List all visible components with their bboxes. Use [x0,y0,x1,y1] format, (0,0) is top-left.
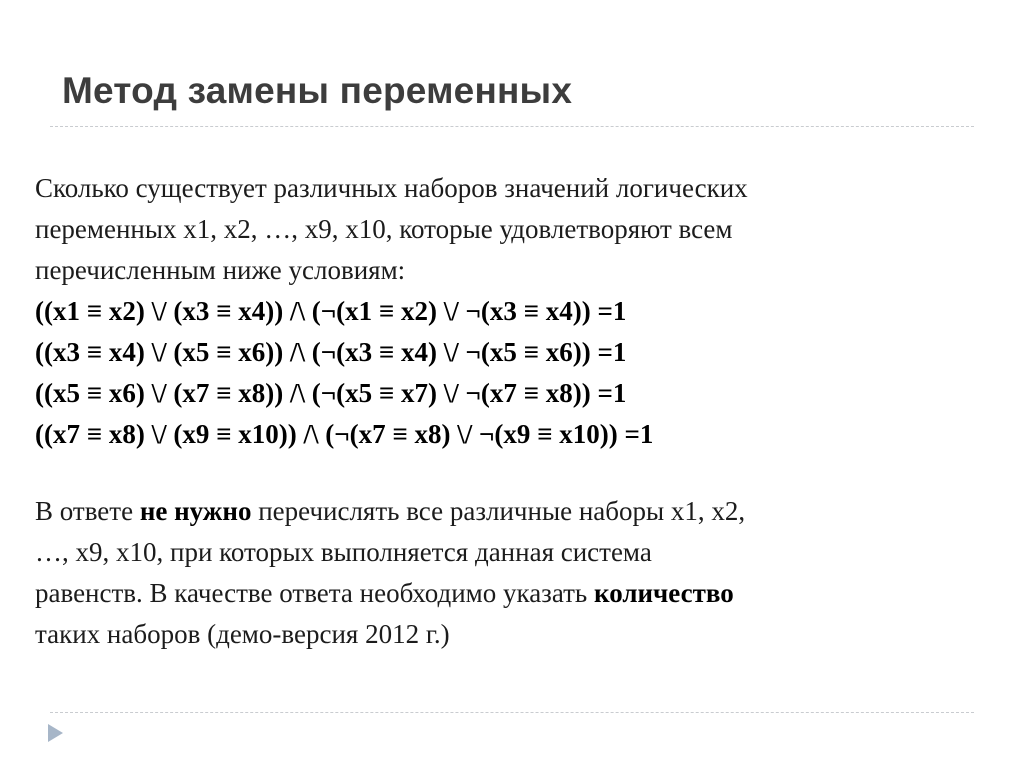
slide-title: Метод замены переменных [62,70,573,111]
question-line: перечисленным ниже условиям: [35,255,406,285]
note-emphasis: количество [594,578,734,608]
slide-content [35,168,995,655]
footer-divider [50,712,974,713]
note-text: перечислять все различные наборы x1, x2, [251,496,746,526]
triangle-right-icon[interactable] [44,722,66,744]
question-line: Сколько существует различных наборов значений логических [35,173,748,203]
equation-line: ((x7 ≡ x8) \/ (x9 ≡ x10)) /\ (¬(x7 ≡ x8) \/ ¬(x9 ≡ x10)) =1 [35,419,654,449]
equation-line: ((x5 ≡ x6) \/ (x7 ≡ x8)) /\ (¬(x5 ≡ x7) \/ ¬(x7 ≡ x8)) =1 [35,378,627,408]
question-line: переменных x1, x2, …, x9, x10, которые удовлетворяют всем [35,214,733,244]
triangle-right-icon-graphic [44,722,66,744]
note-line: …, x9, x10, при которых выполняется данная система [35,537,652,567]
note-text: В ответе [35,496,140,526]
note-line [35,491,995,532]
paragraph-gap [35,455,995,491]
note-line: таких наборов (демо-версия 2012 г.) [35,619,450,649]
equation-line: ((x1 ≡ x2) \/ (x3 ≡ x4)) /\ (¬(x1 ≡ x2) \/ ¬(x3 ≡ x4)) =1 [35,296,627,326]
equation-line: ((x3 ≡ x4) \/ (x5 ≡ x6)) /\ (¬(x3 ≡ x4) \/ ¬(x5 ≡ x6)) =1 [35,337,627,367]
note-line [35,573,995,614]
note-text: равенств. В качестве ответа необходимо указать [35,578,594,608]
title-divider [50,126,974,127]
note-emphasis: не нужно [139,496,252,526]
